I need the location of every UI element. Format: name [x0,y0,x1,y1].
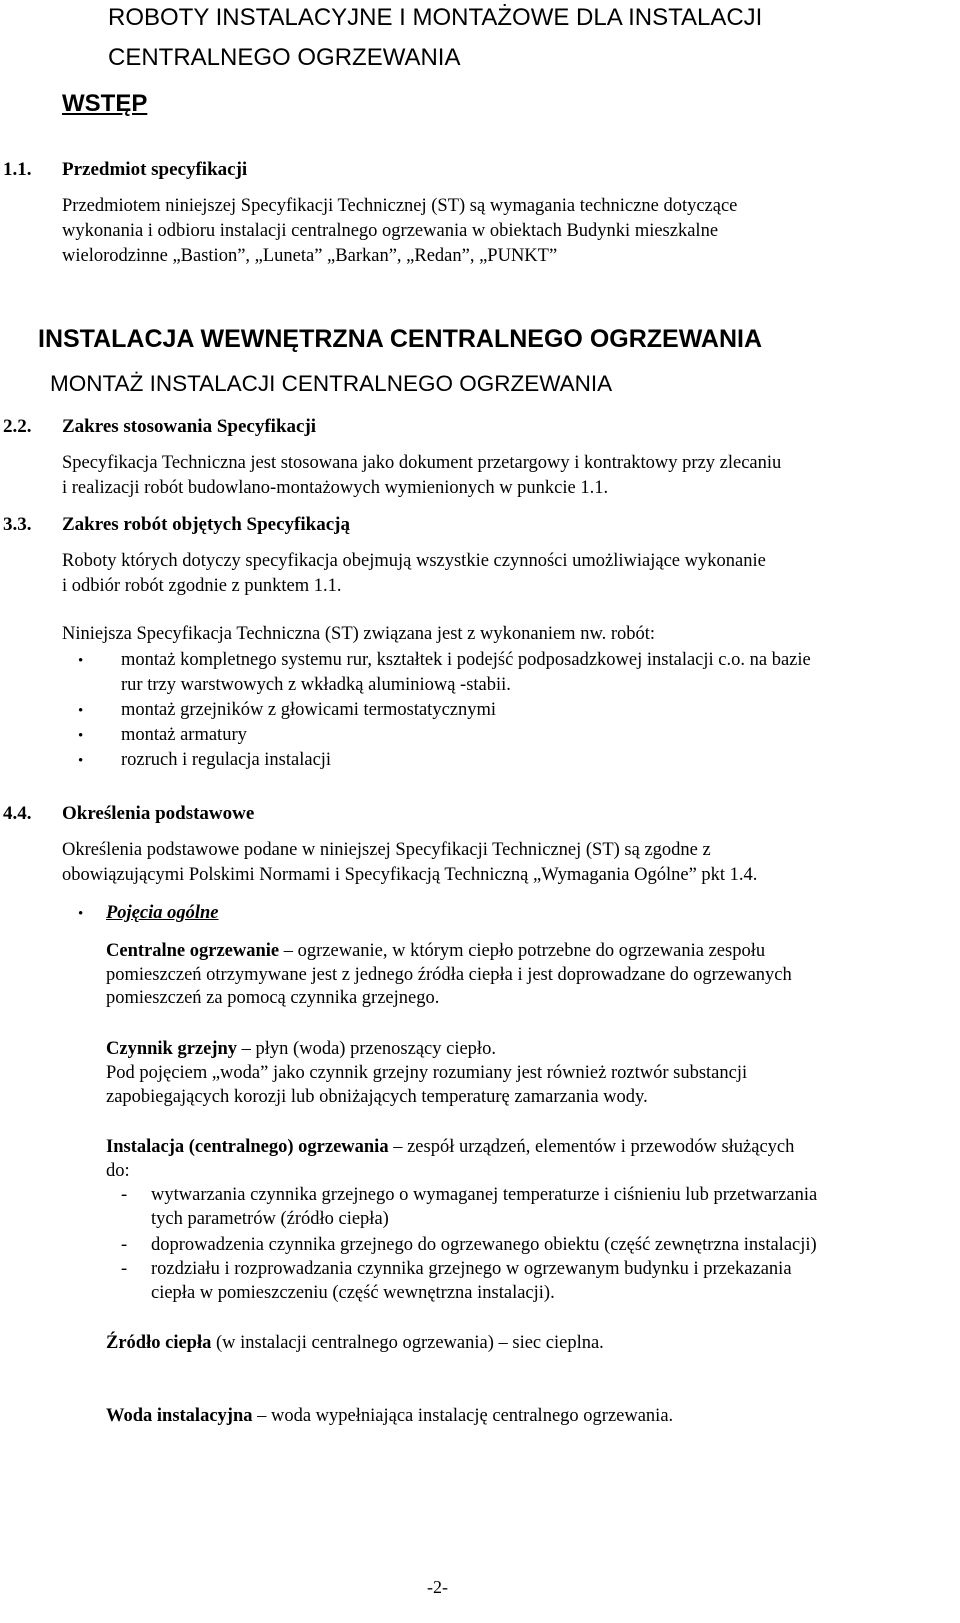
dash-marker: - [121,1185,128,1205]
work-list-item-cont: rur trzy warstwowych z wkładką aluminiową -stabii. [121,675,511,695]
dash-list-item: doprowadzenia czynnika grzejnego do ogrzewanego obiektu (część zewnętrzna instalacji) [151,1235,817,1255]
section-2-2-title: Zakres stosowania Specyfikacji [62,416,317,437]
sub-heading: MONTAŻ INSTALACJI CENTRALNEGO OGRZEWANIA [50,371,613,396]
section-1-1-line: Przedmiotem niniejszej Specyfikacji Technicznej (ST) są wymagania techniczne dotyczące [62,196,738,216]
term-heating-installation: Instalacja (centralnego) ogrzewania [106,1137,389,1157]
section-3-3-title: Zakres robót objętych Specyfikacją [62,514,350,535]
dash-list-item: rozdziału i rozprowadzania czynnika grzejnego w ogrzewanym budynku i przekazania [151,1259,792,1279]
section-4-4-number: 4.4. [3,803,32,824]
dash-list-item: wytwarzania czynnika grzejnego o wymaganej temperaturze i ciśnieniu lub przetwarzania [151,1185,818,1205]
section-1-1-line: wielorodzinne „Bastion”, „Luneta” „Barkan”, „Redan”, „PUNKT” [62,246,558,266]
dash-list-item-cont: ciepła w pomieszczeniu (część wewnętrzna instalacji). [151,1283,555,1303]
definition-text: – woda wypełniająca instalację centralnego ogrzewania. [252,1406,674,1426]
section-1-1-line: wykonania i odbioru instalacji centralnego ogrzewania w obiektach Budynki mieszkalne [62,221,719,241]
section-4-4-title: Określenia podstawowe [62,803,255,824]
page-number: -2- [427,1577,448,1597]
definition-text: do: [106,1161,130,1181]
section-4-4-line: obowiązującymi Polskimi Normami i Specyfikacją Techniczną „Wymagania Ogólne” pkt 1.4. [62,865,758,885]
bullet-icon: • [78,728,84,744]
section-3-3-number: 3.3. [3,514,32,535]
main-heading: INSTALACJA WEWNĘTRZNA CENTRALNEGO OGRZEWANIA [38,325,763,353]
section-3-3-intro: Niniejsza Specyfikacja Techniczna (ST) związana jest z wykonaniem nw. robót: [62,624,656,644]
title-line-1: ROBOTY INSTALACYJNE I MONTAŻOWE DLA INSTALACJI [108,4,763,31]
bullet-icon: • [78,703,84,719]
definition-text: – ogrzewanie, w którym ciepło potrzebne do ogrzewania zespołu [279,941,766,961]
section-2-2-line: i realizacji robót budowlano-montażowych wymienionych w punkcie 1.1. [62,478,609,498]
work-list-item: montaż grzejników z głowicami termostatycznymi [121,700,497,720]
section-3-3-line: i odbiór robót zgodnie z punktem 1.1. [62,576,342,596]
title-line-2: CENTRALNEGO OGRZEWANIA [108,44,461,71]
section-2-2-number: 2.2. [3,416,32,437]
definition-text: pomieszczeń otrzymywane jest z jednego źródła ciepła i jest doprowadzane do ogrzewanych [106,965,792,985]
bullet-icon: • [78,653,84,669]
section-3-3-line: Roboty których dotyczy specyfikacja obejmują wszystkie czynności umożliwiające wykonanie [62,551,766,571]
definition-heating-medium [106,1039,496,1060]
term-heating-medium: Czynnik grzejny [106,1039,238,1059]
term-installation-water: Woda instalacyjna [106,1406,253,1426]
section-1-1-title: Przedmiot specyfikacji [62,159,248,180]
definition-text: (w instalacji centralnego ogrzewania) – siec cieplna. [211,1333,604,1353]
section-4-4-line: Określenia podstawowe podane w niniejszej Specyfikacji Technicznej (ST) są zgodne z [62,840,711,860]
work-list-item: montaż armatury [121,725,247,745]
work-list-item: montaż kompletnego systemu rur, kształtek i podejść podposadzkowej instalacji c.o. na bazie [121,650,811,670]
section-1-1-number: 1.1. [3,159,32,180]
definition-text: pomieszczeń za pomocą czynnika grzejnego. [106,988,440,1008]
definition-heating-installation [106,1137,794,1158]
definition-heat-source [106,1333,604,1354]
wstep-heading: WSTĘP [62,90,148,117]
section-2-2-line: Specyfikacja Techniczna jest stosowana jako dokument przetargowy i kontraktowy przy zlecaniu [62,453,782,473]
definition-text: – zespół urządzeń, elementów i przewodów służących [388,1137,795,1157]
dash-marker: - [121,1235,128,1255]
definition-central-heating [106,941,765,962]
definition-text: zapobiegających korozji lub obniżających temperaturę zamarzania wody. [106,1087,648,1107]
bullet-icon: • [78,906,84,922]
term-central-heating: Centralne ogrzewanie [106,941,280,961]
dash-marker: - [121,1259,128,1279]
term-heat-source: Źródło ciepła [106,1333,212,1353]
definition-installation-water [106,1406,673,1427]
general-terms-heading: Pojęcia ogólne [106,903,219,923]
work-list-item: rozruch i regulacja instalacji [121,750,332,770]
dash-list-item-cont: tych parametrów (źródło ciepła) [151,1209,389,1229]
definition-text: Pod pojęciem „woda” jako czynnik grzejny rozumiany jest również roztwór substancji [106,1063,748,1083]
bullet-icon: • [78,753,84,769]
definition-text: – płyn (woda) przenoszący ciepło. [237,1039,496,1059]
